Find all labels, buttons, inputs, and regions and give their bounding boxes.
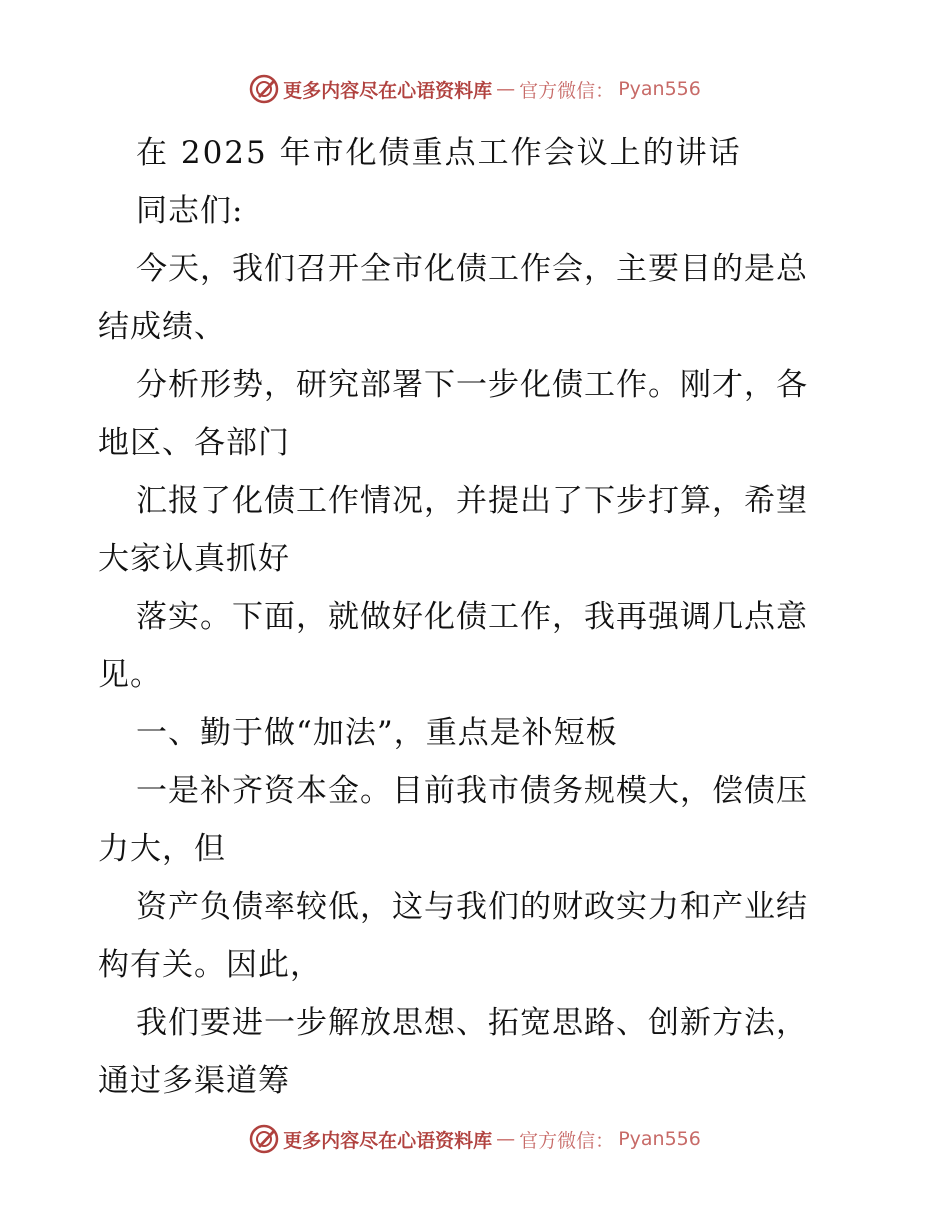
paragraph-line: 通过多渠道筹 [98, 1063, 290, 1099]
paragraph-line: 落实。下面，就做好化债工作，我再强调几点意 [136, 599, 808, 635]
paragraph-line: 今天，我们召开全市化债工作会，主要目的是总 [136, 251, 808, 287]
paragraph-line: 大家认真抓好 [98, 541, 290, 577]
paragraph-line: 汇报了化债工作情况，并提出了下步打算，希望 [136, 483, 808, 519]
watermark-wechat-label: 官方微信： [519, 79, 615, 102]
watermark-brand: 更多内容尽在心语资料库 [283, 79, 493, 102]
paragraph-line: 结成绩、 [98, 309, 226, 345]
paragraph-line: 一是补齐资本金。目前我市债务规模大，偿债压 [136, 773, 808, 809]
document-title: 在 2025 年市化债重点工作会议上的讲话 [136, 135, 742, 171]
pen-logo-icon [249, 1124, 279, 1154]
document-body [98, 124, 858, 1110]
header-watermark [0, 74, 950, 104]
salutation: 同志们: [136, 193, 244, 229]
watermark-wechat-id: Pyan556 [618, 1128, 701, 1150]
paragraph-line: 见。 [98, 657, 162, 693]
paragraph-line: 构有关。因此， [98, 947, 322, 983]
watermark-brand: 更多内容尽在心语资料库 [283, 1129, 493, 1152]
paragraph-line: 地区、各部门 [98, 425, 290, 461]
footer-watermark [0, 1124, 950, 1154]
watermark-dash: — [496, 78, 516, 100]
watermark-dash: — [496, 1128, 516, 1150]
section-heading: 一、勤于做“加法”，重点是补短板 [136, 715, 618, 751]
paragraph-line: 资产负债率较低，这与我们的财政实力和产业结 [136, 889, 808, 925]
watermark-wechat-label: 官方微信： [519, 1129, 615, 1152]
paragraph-line: 我们要进一步解放思想、拓宽思路、创新方法， [136, 1005, 808, 1041]
watermark-wechat-id: Pyan556 [618, 78, 701, 100]
paragraph-line: 分析形势，研究部署下一步化债工作。刚才，各 [136, 367, 808, 403]
pen-logo-icon [249, 74, 279, 104]
paragraph-line: 力大，但 [98, 831, 226, 867]
